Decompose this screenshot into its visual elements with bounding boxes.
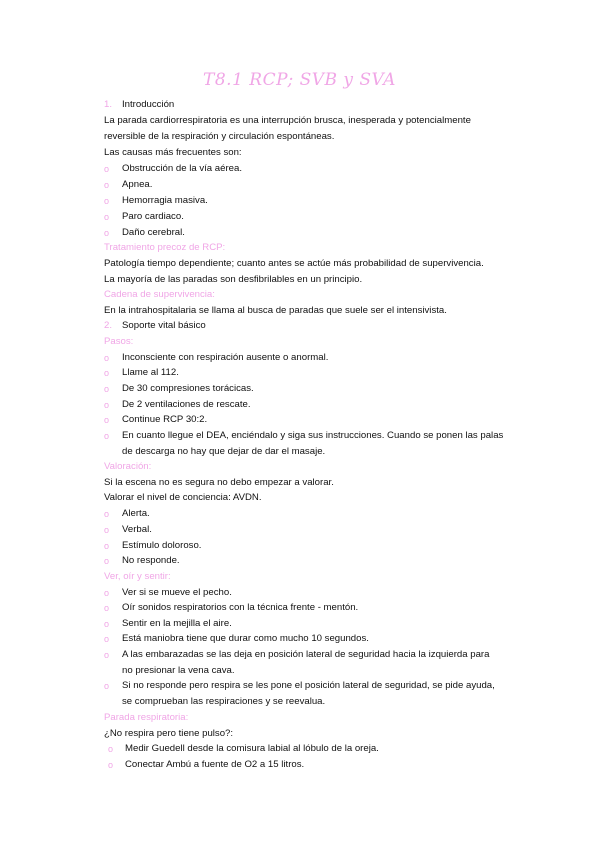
list-item: De 2 ventilaciones de rescate.: [122, 399, 251, 410]
list-item: Oír sonidos respiratorios con la técnica frente - mentón.: [122, 602, 359, 613]
list-item: En cuanto llegue el DEA, enciéndalo y siga sus instrucciones. Cuando se ponen las palas: [122, 430, 504, 441]
list-item: De 30 compresiones torácicas.: [122, 383, 254, 394]
bullet-icon: o: [104, 541, 110, 551]
bullet-icon: o: [104, 603, 110, 613]
list-item: Ver si se mueve el pecho.: [122, 587, 232, 598]
bullet-icon: o: [104, 681, 110, 691]
bullet-icon: o: [104, 509, 110, 519]
bullet-icon: o: [108, 760, 114, 770]
list-item: Llame al 112.: [122, 367, 179, 378]
bullet-icon: o: [104, 384, 110, 394]
list-item-continuation: de descarga no hay que dejar de dar el masaje.: [122, 446, 326, 457]
bullet-icon: o: [104, 556, 110, 566]
section-label: Introducción: [122, 99, 175, 110]
bullet-icon: o: [104, 368, 110, 378]
list-item: Continue RCP 30:2.: [122, 414, 208, 425]
bullet-icon: o: [104, 353, 110, 363]
list-item: Daño cerebral.: [122, 227, 185, 238]
paragraph-line: La parada cardiorrespiratoria es una interrupción brusca, inesperada y potencialmente: [104, 115, 471, 126]
list-item: Paro cardiaco.: [122, 211, 184, 222]
bullet-icon: o: [104, 212, 110, 222]
paragraph-line: ¿No respira pero tiene pulso?:: [104, 728, 234, 739]
subheading-pasos: Pasos:: [104, 336, 134, 347]
subheading-parada-respiratoria: Parada respiratoria:: [104, 712, 189, 723]
list-item: Inconsciente con respiración ausente o anormal.: [122, 352, 329, 363]
bullet-icon: o: [104, 196, 110, 206]
list-item: Verbal.: [122, 524, 152, 535]
list-item: Alerta.: [122, 508, 150, 519]
list-item: Sentir en la mejilla el aire.: [122, 618, 232, 629]
bullet-icon: o: [104, 164, 110, 174]
list-item: No responde.: [122, 555, 180, 566]
bullet-icon: o: [104, 400, 110, 410]
bullet-icon: o: [108, 744, 114, 754]
list-item: Apnea.: [122, 179, 153, 190]
list-item: Medir Guedell desde la comisura labial al lóbulo de la oreja.: [125, 743, 379, 754]
bullet-icon: o: [104, 619, 110, 629]
list-item-continuation: no presionar la vena cava.: [122, 665, 235, 676]
bullet-icon: o: [104, 415, 110, 425]
list-item: Conectar Ambú a fuente de O2 a 15 litros.: [125, 759, 305, 770]
section-number: 1.: [104, 99, 113, 110]
subheading-ver-oir-sentir: Ver, oír y sentir:: [104, 571, 171, 582]
paragraph-line: reversible de la respiración y circulación espontáneas.: [104, 131, 335, 142]
paragraph-line: En la intrahospitalaria se llama al busca de paradas que suele ser el intensivista.: [104, 305, 447, 316]
paragraph-line: Valorar el nivel de conciencia: AVDN.: [104, 492, 262, 503]
list-item: A las embarazadas se las deja en posición lateral de seguridad hacia la izquierda para: [122, 649, 490, 660]
section-heading-soporte-vital: [104, 320, 206, 332]
paragraph-line: La mayoría de las paradas son desfibrilables en un principio.: [104, 274, 363, 285]
list-item: Hemorragia masiva.: [122, 195, 208, 206]
section-number: 2.: [104, 320, 113, 331]
list-item: Está maniobra tiene que durar como mucho 10 segundos.: [122, 633, 369, 644]
subheading-valoracion: Valoración:: [104, 461, 152, 472]
section-label: Soporte vital básico: [122, 320, 206, 331]
bullet-icon: o: [104, 634, 110, 644]
paragraph-line: Si la escena no es segura no debo empezar a valorar.: [104, 477, 334, 488]
list-item: Si no responde pero respira se les pone el posición lateral de seguridad, se pide ayuda,: [122, 680, 495, 691]
subheading-tratamiento: Tratamiento precoz de RCP:: [104, 242, 226, 253]
paragraph-line: Patología tiempo dependiente; cuanto antes se actúe más probabilidad de supervivencia.: [104, 258, 484, 269]
list-item-continuation: se comprueban las respiraciones y se reevalua.: [122, 696, 326, 707]
bullet-icon: o: [104, 650, 110, 660]
paragraph-line: Las causas más frecuentes son:: [104, 147, 242, 158]
bullet-icon: o: [104, 525, 110, 535]
subheading-cadena: Cadena de supervivencia:: [104, 289, 215, 300]
list-item: Estímulo doloroso.: [122, 540, 202, 551]
bullet-icon: o: [104, 228, 110, 238]
document-title: T8.1 RCP; SVB y SVA: [203, 70, 396, 90]
section-heading-introduccion: [104, 99, 174, 111]
bullet-icon: o: [104, 588, 110, 598]
bullet-icon: o: [104, 431, 110, 441]
list-item: Obstrucción de la vía aérea.: [122, 163, 242, 174]
bullet-icon: o: [104, 180, 110, 190]
